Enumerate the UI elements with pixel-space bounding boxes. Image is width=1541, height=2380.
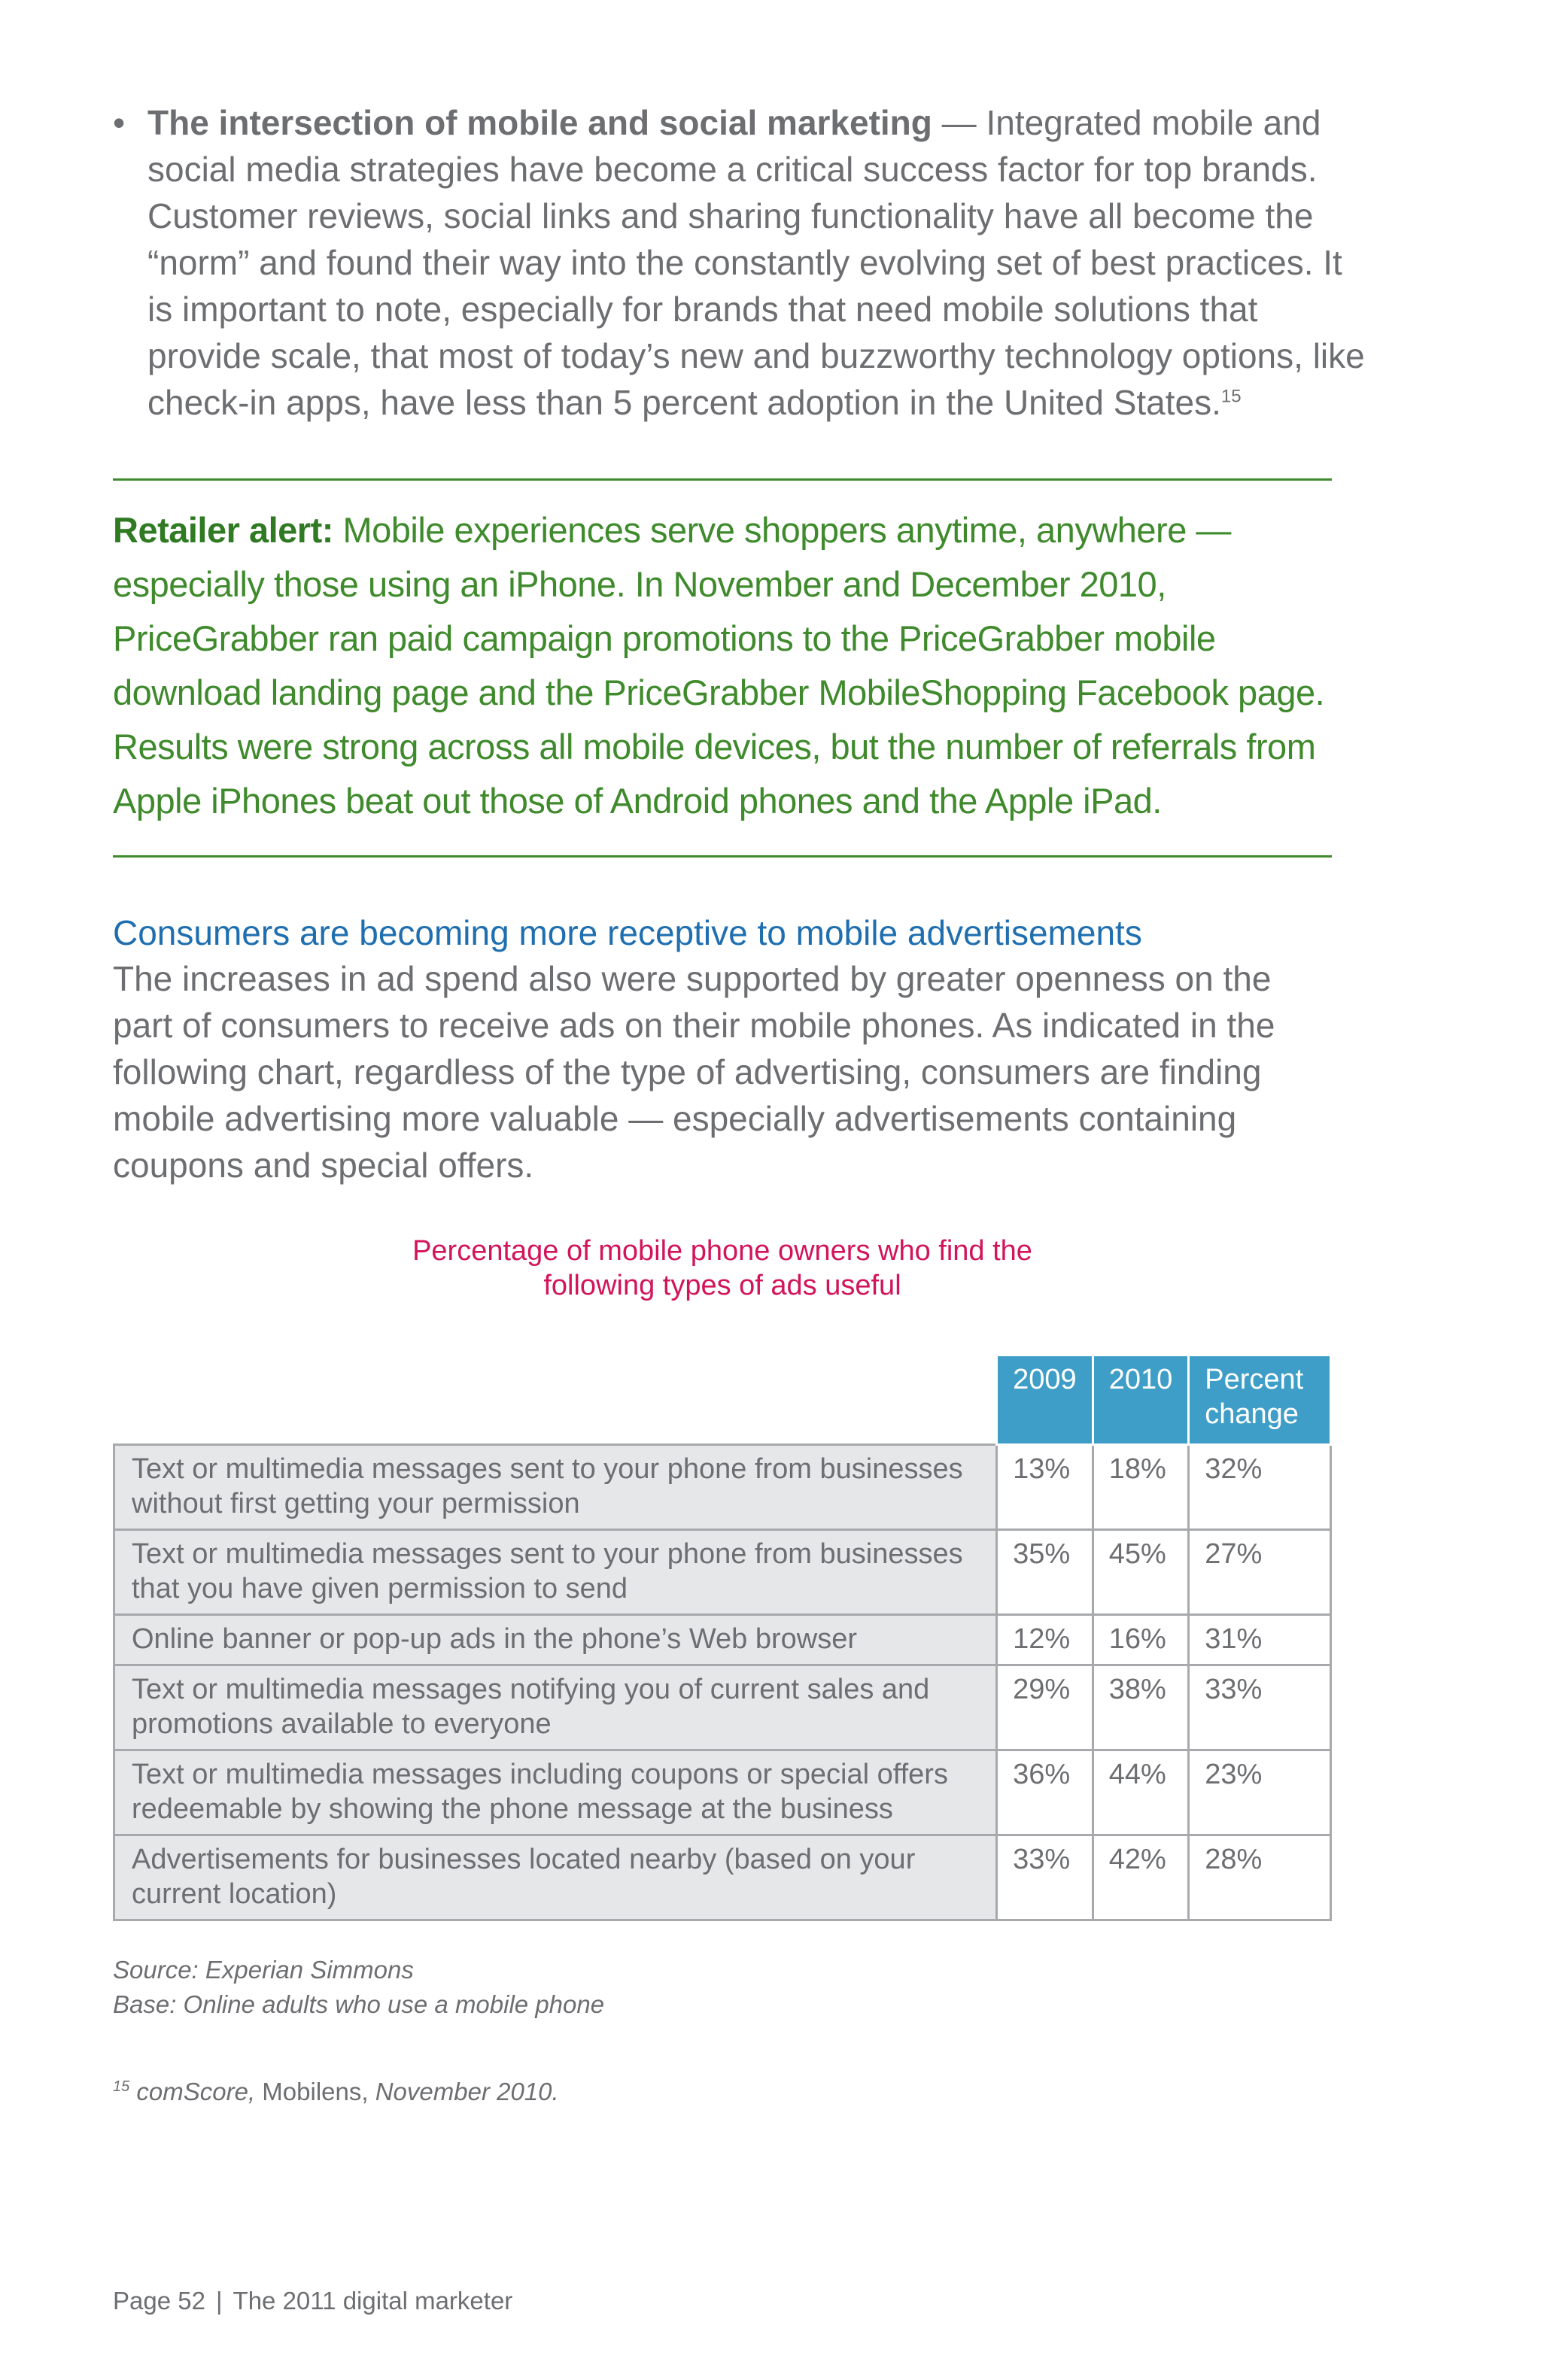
table-header-blank — [114, 1355, 997, 1445]
bullet-text: — Integrated mobile and social media strategies have become a critical success factor for top brands. Customer reviews, social links and sharing functionality have all become the “norm” and found their way into the constantly evolving set of best practices. It is important to note, especially for brands that need mobile solutions that provide scale, that most of today’s new and buzzworthy technology options, like check-in apps, have less than 5 percent adoption in the United States. — [147, 103, 1365, 422]
cell-2010: 42% — [1093, 1835, 1189, 1920]
cell-percent-change: 32% — [1189, 1445, 1331, 1530]
table-header-percent-change: Percent change — [1189, 1355, 1331, 1445]
cell-percent-change: 23% — [1189, 1750, 1331, 1835]
section-heading: Consumers are becoming more receptive to mobile advertisements — [113, 913, 1142, 952]
row-label: Advertisements for businesses located nearby (based on your current location) — [114, 1835, 997, 1920]
table-row — [114, 1665, 1331, 1750]
table-header-row — [114, 1355, 1331, 1445]
bullet-item — [113, 99, 1366, 426]
alert-lead: Retailer alert: — [113, 510, 333, 550]
table-row — [114, 1750, 1331, 1835]
footnote-number: 15 — [113, 2078, 130, 2095]
base-line: Base: Online adults who use a mobile phone — [113, 1990, 605, 2018]
row-label: Online banner or pop-up ads in the phone’s Web browser — [114, 1615, 997, 1665]
source-line: Source: Experian Simmons — [113, 1956, 414, 1984]
section-body: The increases in ad spend also were supported by greater openness on the part of consumers to receive ads on their mobile phones. As indicated in the following chart, regardless of the type of advertising, consumers are finding mobile advertising more valuable — especially advertisements containing coupons and special offers. — [113, 959, 1275, 1185]
page-content — [113, 99, 1365, 2109]
table-title — [113, 1234, 1332, 1303]
table-title-line1: Percentage of mobile phone owners who find the — [412, 1235, 1032, 1267]
cell-percent-change: 28% — [1189, 1835, 1331, 1920]
cell-2010: 16% — [1093, 1615, 1189, 1665]
cell-percent-change: 27% — [1189, 1530, 1331, 1615]
table-row — [114, 1615, 1331, 1665]
footer-separator: | — [215, 2287, 223, 2315]
row-label: Text or multimedia messages sent to your phone from businesses that you have given permission to send — [114, 1530, 997, 1615]
cell-2010: 38% — [1093, 1665, 1189, 1750]
data-table — [113, 1354, 1332, 1921]
cell-2009: 13% — [997, 1445, 1093, 1530]
table-header-2010: 2010 — [1093, 1355, 1189, 1445]
cell-2010: 44% — [1093, 1750, 1189, 1835]
table-title-line2: following types of ads useful — [543, 1270, 901, 1301]
cell-percent-change: 31% — [1189, 1615, 1331, 1665]
cell-2009: 12% — [997, 1615, 1093, 1665]
alert-text: Mobile experiences serve shoppers anytime, anywhere — especially those using an iPhone. In November and December 2010, PriceGrabber ran paid campaign promotions to the PriceGrabber mobile download landing page and the PriceGrabber MobileShopping Facebook page. Results were strong across all mobile devices, but the number of referrals from Apple iPhones beat out those of Android phones and the Apple iPad. — [113, 510, 1325, 821]
row-label: Text or multimedia messages including coupons or special offers redeemable by showing the phone message at the business — [114, 1750, 997, 1835]
publication-title: The 2011 digital marketer — [233, 2287, 513, 2315]
table-header-2009: 2009 — [997, 1355, 1093, 1445]
cell-2009: 36% — [997, 1750, 1093, 1835]
table-row — [114, 1530, 1331, 1615]
row-label: Text or multimedia messages sent to your phone from businesses without first getting your permission — [114, 1445, 997, 1530]
table-row — [114, 1835, 1331, 1920]
bullet-lead: The intersection of mobile and social marketing — [147, 103, 932, 142]
table-source — [113, 1953, 1332, 2022]
footnote-date: November 2010. — [375, 2078, 559, 2105]
cell-2010: 45% — [1093, 1530, 1189, 1615]
cell-2009: 35% — [997, 1530, 1093, 1615]
cell-2009: 29% — [997, 1665, 1093, 1750]
cell-2010: 18% — [1093, 1445, 1189, 1530]
cell-percent-change: 33% — [1189, 1665, 1331, 1750]
row-label: Text or multimedia messages notifying you of current sales and promotions available to everyone — [114, 1665, 997, 1750]
page-footer — [113, 2287, 512, 2315]
page-number: Page 52 — [113, 2287, 205, 2315]
retailer-alert — [113, 478, 1332, 858]
footnote-ref: 15 — [1220, 386, 1242, 407]
footnote-source: comScore, — [136, 2078, 256, 2105]
footnote — [113, 2075, 1332, 2109]
table-row — [114, 1445, 1331, 1530]
bullet-dot-icon: • — [113, 103, 126, 142]
footnote-name: Mobilens, — [255, 2078, 375, 2105]
cell-2009: 33% — [997, 1835, 1093, 1920]
